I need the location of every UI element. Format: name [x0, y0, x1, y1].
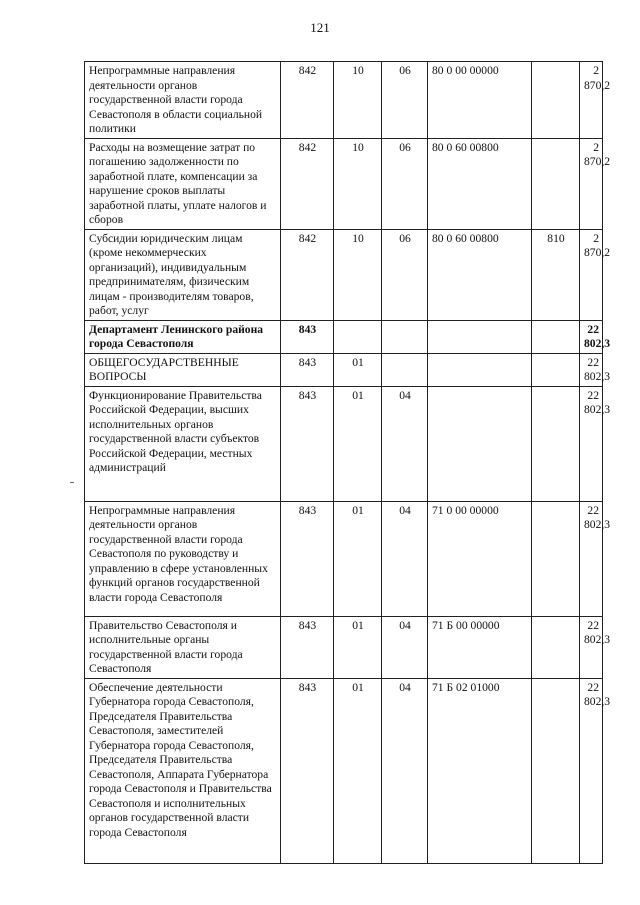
row-name-cell: Расходы на возмещение затрат по погашению задолженности по заработной плате, компенсации за нарушение сроков выплаты заработной платы, уплате налогов и сборов: [85, 138, 281, 229]
page-number: 121: [310, 20, 330, 35]
expense-type-cell: [532, 616, 580, 678]
row-name-cell: Субсидии юридическим лицам (кроме некоммерческих организаций), индивидуальным предпринимателям, физическим лицам - производителям товаров, работ, услуг: [85, 229, 281, 320]
subsection-code-cell: 04: [382, 616, 428, 678]
target-article-cell: 71 0 00 00000: [428, 501, 532, 616]
ministry-code-cell: 842: [281, 62, 334, 139]
target-article-cell: 80 0 60 00800: [428, 138, 532, 229]
subsection-code-cell: 04: [382, 678, 428, 863]
row-name-cell: Обеспечение деятельности Губернатора города Севастополя, Председателя Правительства Севастополя, заместителей Губернатора города Севастополя, Председателя Правительства Севастополя, Аппарата Губернатора города Севастополя и Правительства Севастополя и исполнительных органов государственной власти города Севастополя: [85, 678, 281, 863]
target-article-cell: 80 0 00 00000: [428, 62, 532, 139]
target-article-cell: 71 Б 00 00000: [428, 616, 532, 678]
amount-cell: 22 802,3: [580, 386, 603, 501]
section-code-cell: 01: [334, 353, 382, 386]
ministry-code-cell: 842: [281, 229, 334, 320]
section-code-cell: 01: [334, 501, 382, 616]
row-name-cell: Непрограммные направления деятельности органов государственной власти города Севастополя в области социальной политики: [85, 62, 281, 139]
table-row: [85, 229, 603, 320]
expense-type-cell: [532, 320, 580, 353]
target-article-cell: [428, 320, 532, 353]
section-code-cell: 10: [334, 62, 382, 139]
subsection-code-cell: 06: [382, 229, 428, 320]
ministry-code-cell: 843: [281, 320, 334, 353]
ministry-code-cell: 843: [281, 678, 334, 863]
amount-cell: 2 870,2: [580, 62, 603, 139]
ministry-code-cell: 843: [281, 386, 334, 501]
target-article-cell: [428, 353, 532, 386]
amount-cell: 22 802,3: [580, 353, 603, 386]
table-row: [85, 320, 603, 353]
section-code-cell: [334, 320, 382, 353]
expense-type-cell: [532, 353, 580, 386]
row-name-cell: Непрограммные направления деятельности органов государственной власти города Севастополя по руководству и управлению в сфере установленных функций органов государственной власти города Севастополя: [85, 501, 281, 616]
subsection-code-cell: 04: [382, 501, 428, 616]
row-name-cell: Правительство Севастополя и исполнительные органы государственной власти города Севастополя: [85, 616, 281, 678]
subsection-code-cell: [382, 320, 428, 353]
subsection-code-cell: 06: [382, 138, 428, 229]
target-article-cell: [428, 386, 532, 501]
amount-cell: 22 802,3: [580, 320, 603, 353]
ministry-code-cell: 843: [281, 616, 334, 678]
table-row: [85, 501, 603, 616]
section-code-cell: 01: [334, 678, 382, 863]
table-row: [85, 62, 603, 139]
row-name-cell: ОБЩЕГОСУДАРСТВЕННЫЕ ВОПРОСЫ: [85, 353, 281, 386]
budget-table: [84, 61, 611, 864]
subsection-code-cell: 06: [382, 62, 428, 139]
table-row: [85, 386, 603, 501]
table-row: [85, 138, 603, 229]
amount-cell: 2 870,2: [580, 229, 603, 320]
expense-type-cell: [532, 678, 580, 863]
scan-mark: [70, 482, 74, 483]
amount-cell: 22 802,3: [580, 616, 603, 678]
table-row: [85, 616, 603, 678]
ministry-code-cell: 843: [281, 353, 334, 386]
amount-cell: 22 802,3: [580, 501, 603, 616]
subsection-code-cell: [382, 353, 428, 386]
expense-type-cell: [532, 62, 580, 139]
row-name-cell: Департамент Ленинского района города Севастополя: [85, 320, 281, 353]
row-name-cell: Функционирование Правительства Российской Федерации, высших исполнительных органов государственной власти субъектов Российской Федерации, местных администраций: [85, 386, 281, 501]
ministry-code-cell: 843: [281, 501, 334, 616]
expense-type-cell: [532, 138, 580, 229]
expense-type-cell: [532, 386, 580, 501]
section-code-cell: 01: [334, 386, 382, 501]
section-code-cell: 10: [334, 138, 382, 229]
subsection-code-cell: 04: [382, 386, 428, 501]
table-row: [85, 353, 603, 386]
ministry-code-cell: 842: [281, 138, 334, 229]
amount-cell: 2 870,2: [580, 138, 603, 229]
section-code-cell: 01: [334, 616, 382, 678]
table-row: [85, 678, 603, 863]
expense-type-cell: [532, 501, 580, 616]
expense-type-cell: 810: [532, 229, 580, 320]
target-article-cell: 71 Б 02 01000: [428, 678, 532, 863]
target-article-cell: 80 0 60 00800: [428, 229, 532, 320]
amount-cell: 22 802,3: [580, 678, 603, 863]
section-code-cell: 10: [334, 229, 382, 320]
